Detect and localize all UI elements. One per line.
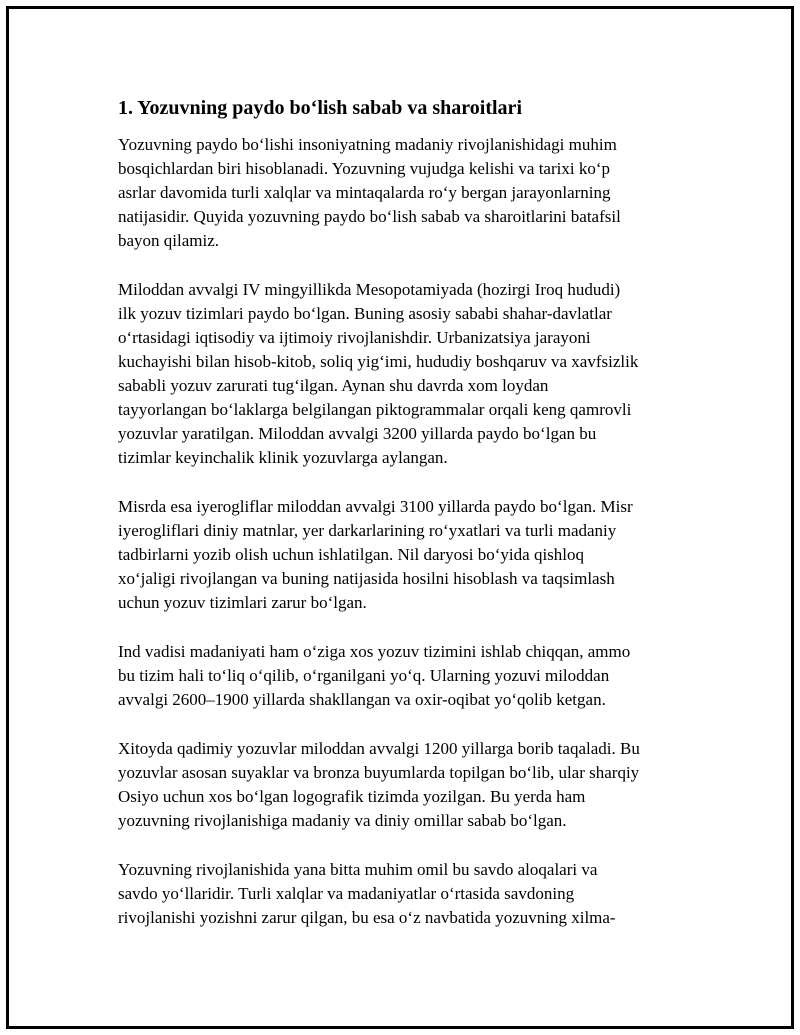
text-line: Ind vadisi madaniyati ham o‘ziga xos yozuv tizimini ishlab chiqqan, ammo [118,642,631,661]
text-line: tadbirlarni yozib olish uchun ishlatilgan. Nil daryosi bo‘yida qishloq [118,545,585,564]
text-line: bosqichlardan biri hisoblanadi. Yozuvning vujudga kelishi va tarixi ko‘p [118,159,610,178]
document-body [118,95,678,955]
text-line: tizimlar keyinchalik klinik yozuvlarga aylangan. [118,448,448,467]
text-line: sababli yozuv zarurati tug‘ilgan. Aynan shu davrda xom loydan [118,376,549,395]
text-line: Yozuvning rivojlanishida yana bitta muhim omil bu savdo aloqalari va [118,860,598,879]
text-line: kuchayishi bilan hisob-kitob, soliq yig‘imi, hududiy boshqaruv va xavfsizlik [118,352,639,371]
text-line: Miloddan avvalgi IV mingyillikda Mesopotamiyada (hozirgi Iroq hududi) [118,280,621,299]
paragraph-china [118,737,678,833]
text-line: xo‘jaligi rivojlangan va buning natijasida hosilni hisoblash va taqsimlash [118,569,615,588]
paragraph-intro [118,133,678,253]
paragraph-indus [118,640,678,712]
text-line: yozuvning rivojlanishiga madaniy va diniy omillar sabab bo‘lgan. [118,811,567,830]
paragraph-trade [118,858,678,930]
text-line: uchun yozuv tizimlari zarur bo‘lgan. [118,593,367,612]
text-line: ilk yozuv tizimlari paydo bo‘lgan. Buning asosiy sababi shahar-davlatlar [118,304,612,323]
text-line: yozuvlar asosan suyaklar va bronza buyumlarda topilgan bo‘lib, ular sharqiy [118,763,640,782]
text-line: bu tizim hali to‘liq o‘qilib, o‘rganilgani yo‘q. Ularning yozuvi miloddan [118,666,610,685]
text-line: asrlar davomida turli xalqlar va mintaqalarda ro‘y bergan jarayonlarning [118,183,611,202]
text-line: bayon qilamiz. [118,231,220,250]
text-line: Yozuvning paydo bo‘lishi insoniyatning madaniy rivojlanishidagi muhim [118,135,617,154]
text-line: avvalgi 2600–1900 yillarda shakllangan va oxir-oqibat yo‘qolib ketgan. [118,690,606,709]
page-frame [6,6,794,1029]
text-line: o‘rtasidagi iqtisodiy va ijtimoiy rivojlanishdir. Urbanizatsiya jarayoni [118,328,591,347]
text-line: Osiyo uchun xos bo‘lgan logografik tizimda yozilgan. Bu yerda ham [118,787,586,806]
text-line: natijasidir. Quyida yozuvning paydo bo‘lish sabab va sharoitlarini batafsil [118,207,621,226]
text-line: yozuvlar yaratilgan. Miloddan avvalgi 3200 yillarda paydo bo‘lgan bu [118,424,597,443]
text-line: savdo yo‘llaridir. Turli xalqlar va madaniyatlar o‘rtasida savdoning [118,884,575,903]
text-line: tayyorlangan bo‘laklarga belgilangan piktogrammalar orqali keng qamrovli [118,400,632,419]
text-line: Xitoyda qadimiy yozuvlar miloddan avvalgi 1200 yillarga borib taqaladi. Bu [118,739,640,758]
paragraph-mesopotamia [118,278,678,470]
text-line: Misrda esa iyerogliflar miloddan avvalgi 3100 yillarda paydo bo‘lgan. Misr [118,497,633,516]
text-line: rivojlanishi yozishni zarur qilgan, bu esa o‘z navbatida yozuvning xilma- [118,908,616,927]
text-line: iyerogliflari diniy matnlar, yer darkarlarining ro‘yxatlari va turli madaniy [118,521,617,540]
paragraph-egypt [118,495,678,615]
section-heading: 1. Yozuvning paydo bo‘lish sabab va sharoitlari [118,97,522,119]
